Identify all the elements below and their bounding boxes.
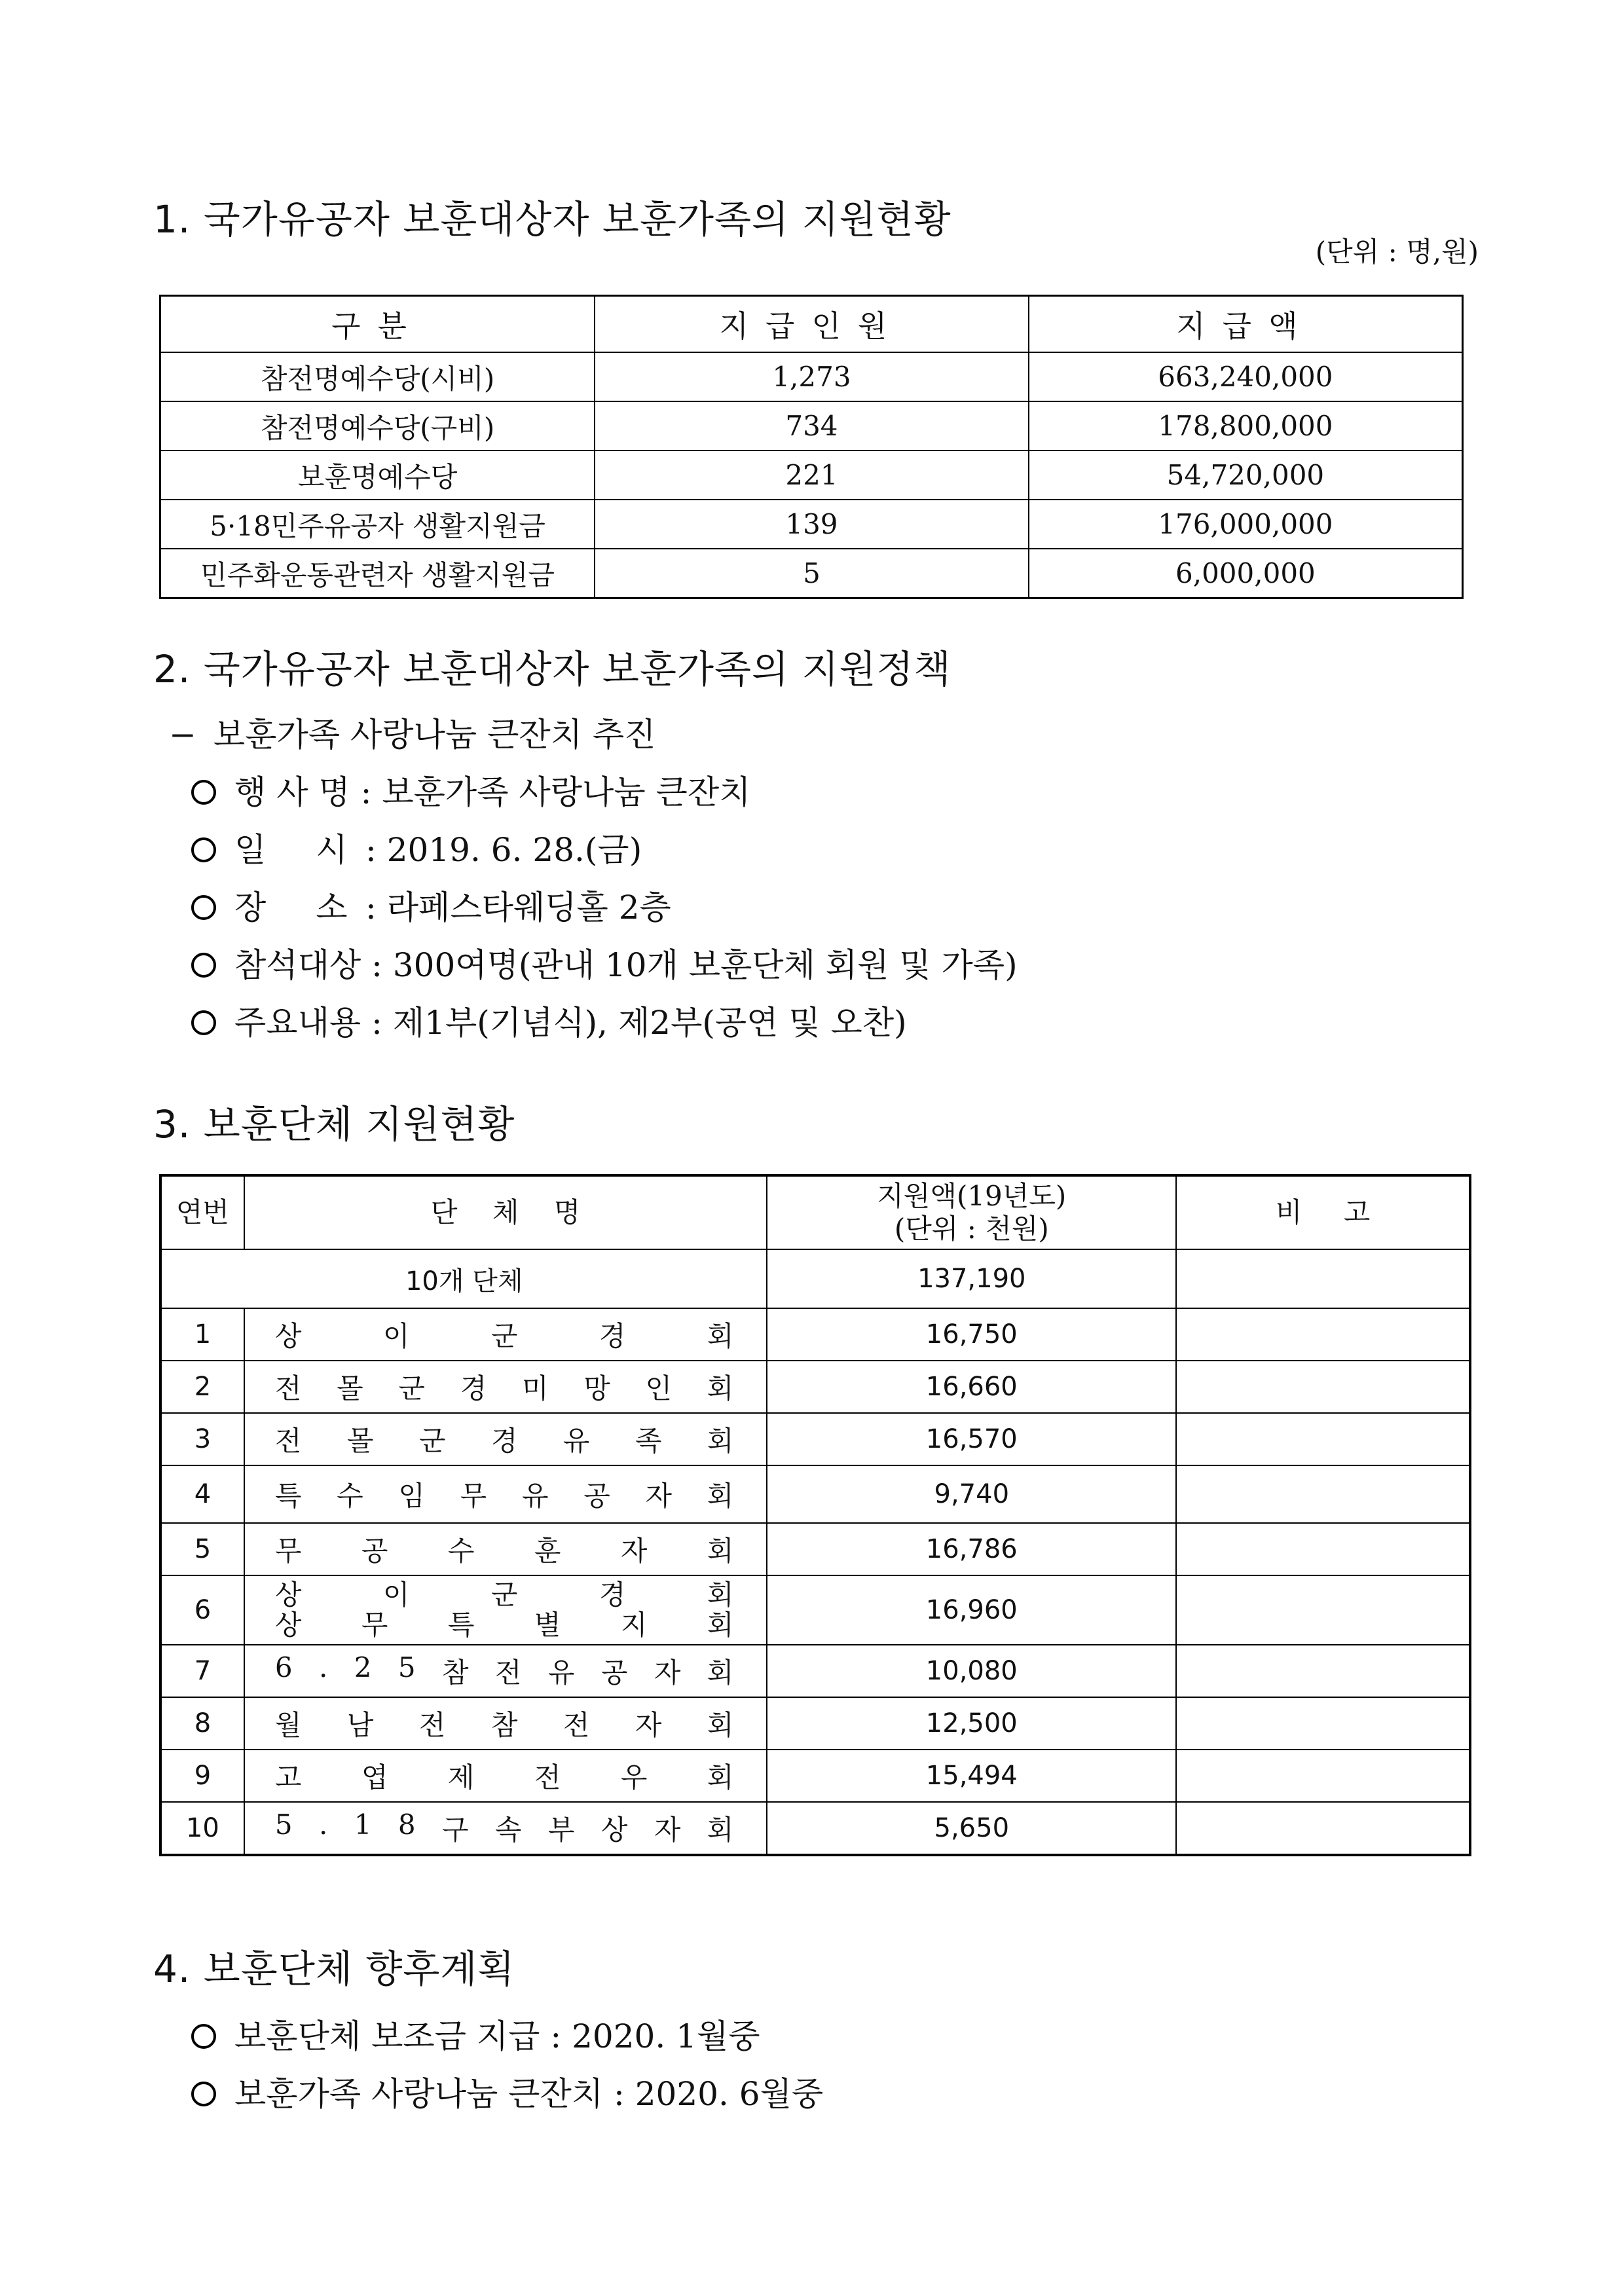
- row-people: 221: [595, 450, 1029, 500]
- row-no: 7: [160, 1645, 244, 1697]
- row-people: 1,273: [595, 352, 1029, 401]
- header-category: 구분: [160, 296, 595, 353]
- org-name-char: 군: [490, 1320, 518, 1352]
- org-name-char: 인: [645, 1372, 673, 1405]
- org-name-char: 제: [447, 1761, 475, 1793]
- row-amount: 9,740: [767, 1465, 1176, 1523]
- row-amount: 176,000,000: [1029, 500, 1463, 549]
- table-row: [160, 1802, 1470, 1855]
- policy-item: 장 소 : 라페스타웨딩홀 2층: [191, 881, 671, 928]
- org-name-char: 군: [418, 1425, 446, 1457]
- table-row: [160, 500, 1463, 549]
- circle-bullet-icon: [191, 953, 216, 978]
- row-no: 5: [160, 1523, 244, 1575]
- table-row: [160, 1465, 1470, 1523]
- row-name: [244, 1750, 767, 1802]
- org-name-char: 회: [707, 1320, 734, 1352]
- org-name-char: 우: [620, 1761, 648, 1793]
- org-name-char: 수: [337, 1480, 363, 1512]
- policy-value: 라페스타웨딩홀 2층: [386, 889, 671, 927]
- org-name-char: 군: [398, 1372, 425, 1405]
- org-name-char: 구: [441, 1814, 469, 1846]
- total-row: [160, 1249, 1470, 1308]
- header-no: 연번: [160, 1175, 244, 1249]
- row-category: 보훈명예수당: [160, 450, 595, 500]
- table-row: [160, 1361, 1470, 1413]
- row-no: 8: [160, 1697, 244, 1750]
- org-name-char: 공: [361, 1535, 388, 1567]
- org-name-char: 지: [620, 1609, 648, 1641]
- unit-note: (단위 : 명,원): [1315, 236, 1479, 268]
- org-name-char: 6: [274, 1651, 293, 1683]
- policy-value: 보훈가족 사랑나눔 큰잔치: [382, 773, 751, 811]
- org-name-char: 상: [274, 1320, 302, 1352]
- org-name-char: 별: [534, 1609, 561, 1641]
- org-name-char: 수: [447, 1535, 475, 1567]
- org-name-char: 엽: [361, 1761, 388, 1793]
- policy-label: 행 사 명: [234, 773, 350, 811]
- table-row: [160, 1413, 1470, 1465]
- table-row: [160, 1308, 1470, 1361]
- table-row: [160, 1575, 1470, 1645]
- table-row: [160, 1697, 1470, 1750]
- policy-item: 주요내용 : 제1부(기념식), 제2부(공연 및 오찬): [191, 997, 907, 1044]
- org-name-char: 부: [547, 1814, 575, 1846]
- org-name-char: 남: [346, 1709, 374, 1741]
- org-name-char: 무: [460, 1480, 487, 1512]
- org-name-char: 전: [418, 1709, 446, 1741]
- row-amount: 54,720,000: [1029, 450, 1463, 500]
- org-name: [275, 1651, 734, 1691]
- org-name-char: 이: [382, 1320, 410, 1352]
- policy-value: 300여명(관내 10개 보훈단체 회원 및 가족): [392, 946, 1018, 984]
- org-name: [275, 1580, 734, 1610]
- policy-label: 주요내용: [234, 1004, 361, 1042]
- row-amount: 663,240,000: [1029, 352, 1463, 401]
- header-people: 지급인원: [595, 296, 1029, 353]
- row-amount: 15,494: [767, 1750, 1176, 1802]
- org-name-char: 전: [494, 1657, 522, 1689]
- table-row: [160, 450, 1463, 500]
- row-note: [1176, 1523, 1470, 1575]
- row-note: [1176, 1465, 1470, 1523]
- org-name-char: 몰: [337, 1372, 363, 1405]
- row-amount: 5,650: [767, 1802, 1176, 1855]
- org-name-char: 참: [441, 1657, 469, 1689]
- row-name: [244, 1802, 767, 1855]
- row-people: 139: [595, 500, 1029, 549]
- org-name-char: 유: [521, 1480, 549, 1512]
- row-name: [244, 1697, 767, 1750]
- plan-text: 보훈단체 보조금 지급 : 2020. 1월중: [234, 2017, 760, 2055]
- org-name: [275, 1475, 734, 1514]
- org-name-char: 군: [490, 1579, 518, 1611]
- org-name: [275, 1420, 734, 1459]
- circle-bullet-icon: [191, 1010, 216, 1035]
- row-category: 5·18민주유공자 생활지원금: [160, 500, 595, 549]
- row-amount: 16,786: [767, 1523, 1176, 1575]
- org-name-char: 고: [274, 1761, 302, 1793]
- row-name: [244, 1308, 767, 1361]
- org-name-char: 망: [583, 1372, 610, 1405]
- row-category: 참전명예수당(시비): [160, 352, 595, 401]
- section-3-title: 3. 보훈단체 지원현황: [153, 1102, 515, 1147]
- table-row: [160, 1645, 1470, 1697]
- policy-subtitle-text: 보훈가족 사랑나눔 큰잔치 추진: [213, 716, 656, 754]
- policy-item: 행 사 명 : 보훈가족 사랑나눔 큰잔치: [191, 766, 750, 813]
- org-name: [275, 1704, 734, 1743]
- header-amount-line1: 지원액(19년도): [877, 1180, 1067, 1212]
- row-category: 참전명예수당(구비): [160, 401, 595, 450]
- org-name-char: 5: [274, 1808, 293, 1841]
- org-name-char: 5: [397, 1651, 416, 1683]
- plan-item: [191, 2068, 823, 2115]
- org-name: [275, 1315, 734, 1354]
- row-note: [1176, 1697, 1470, 1750]
- circle-bullet-icon: [191, 895, 216, 920]
- row-name: [244, 1523, 767, 1575]
- policy-value: 제1부(기념식), 제2부(공연 및 오찬): [392, 1004, 907, 1042]
- org-name-char: 공: [600, 1657, 628, 1689]
- org-name-char: 회: [707, 1709, 734, 1741]
- org-name-char: 족: [635, 1425, 662, 1457]
- table-row: [160, 1750, 1470, 1802]
- circle-bullet-icon: [191, 2082, 216, 2106]
- org-name-char: 자: [654, 1657, 681, 1689]
- org-name-char: 임: [398, 1480, 425, 1512]
- org-name-char: 유: [547, 1657, 575, 1689]
- row-name: [244, 1413, 767, 1465]
- org-name-char: 속: [494, 1814, 522, 1846]
- org-name-char: 경: [490, 1425, 518, 1457]
- org-name-char: 1: [354, 1808, 372, 1841]
- org-name-char: 상: [274, 1609, 302, 1641]
- row-note: [1176, 1413, 1470, 1465]
- row-amount: 12,500: [767, 1697, 1176, 1750]
- section-4-title: 4. 보훈단체 향후계획: [153, 1947, 515, 1991]
- org-name-char: 전: [534, 1761, 561, 1793]
- org-name-char: 훈: [534, 1535, 561, 1567]
- org-name-char: 전: [563, 1709, 590, 1741]
- org-name-char: 회: [707, 1579, 734, 1611]
- org-name-char: 경: [460, 1372, 487, 1405]
- row-no: 6: [160, 1575, 244, 1645]
- org-name-char: 공: [583, 1480, 610, 1512]
- org-name-char: 회: [707, 1761, 734, 1793]
- org-name-char: 자: [620, 1535, 648, 1567]
- row-people: 734: [595, 401, 1029, 450]
- header-amount: 지급액: [1029, 296, 1463, 353]
- row-no: 9: [160, 1750, 244, 1802]
- row-no: 4: [160, 1465, 244, 1523]
- row-people: 5: [595, 549, 1029, 598]
- org-name-char: 몰: [346, 1425, 374, 1457]
- row-note: [1176, 1645, 1470, 1697]
- section-2-title: 2. 국가유공자 보훈대상자 보훈가족의 지원정책: [153, 647, 951, 691]
- org-name-char: 특: [274, 1480, 302, 1512]
- row-name: [244, 1465, 767, 1523]
- org-name-char: 회: [707, 1814, 734, 1846]
- org-name: [275, 1367, 734, 1406]
- org-name-char: 미: [521, 1372, 549, 1405]
- org-name-line2: [275, 1610, 734, 1640]
- total-label: 10개 단체: [160, 1249, 767, 1308]
- policy-item: 참석대상 : 300여명(관내 10개 보훈단체 회원 및 가족): [191, 939, 1018, 986]
- org-name-char: 자: [635, 1709, 662, 1741]
- row-amount: 6,000,000: [1029, 549, 1463, 598]
- dash-bullet: −: [169, 716, 196, 754]
- circle-bullet-icon: [191, 780, 216, 805]
- row-note: [1176, 1308, 1470, 1361]
- org-name-char: 월: [274, 1709, 302, 1741]
- row-name: [244, 1645, 767, 1697]
- policy-label: 장 소: [234, 889, 348, 927]
- row-category: 민주화운동관련자 생활지원금: [160, 549, 595, 598]
- row-amount: 16,960: [767, 1575, 1176, 1645]
- org-name-char: 유: [563, 1425, 590, 1457]
- org-name-char: 이: [382, 1579, 410, 1611]
- row-amount: 16,570: [767, 1413, 1176, 1465]
- circle-bullet-icon: [191, 837, 216, 862]
- section-1-title: 1. 국가유공자 보훈대상자 보훈가족의 지원현황: [153, 197, 951, 242]
- org-name-char: 특: [447, 1609, 475, 1641]
- org-name-char: 경: [599, 1320, 626, 1352]
- header-name: 단 체 명: [244, 1175, 767, 1249]
- header-note: 비 고: [1176, 1175, 1470, 1249]
- org-name: [275, 1530, 734, 1569]
- header-amount: [767, 1175, 1176, 1249]
- org-name-char: .: [318, 1808, 328, 1841]
- row-name: [244, 1361, 767, 1413]
- org-name-char: 참: [490, 1709, 518, 1741]
- table-row: [160, 352, 1463, 401]
- row-note: [1176, 1361, 1470, 1413]
- plan-item: [191, 2010, 760, 2057]
- row-no: 1: [160, 1308, 244, 1361]
- table-row: [160, 1523, 1470, 1575]
- org-name-char: 회: [707, 1657, 734, 1689]
- total-note: [1176, 1249, 1470, 1308]
- org-name-char: 회: [707, 1609, 734, 1641]
- row-amount: 16,750: [767, 1308, 1176, 1361]
- org-name-char: 회: [707, 1372, 734, 1405]
- row-no: 3: [160, 1413, 244, 1465]
- row-no: 10: [160, 1802, 244, 1855]
- table-row: [160, 401, 1463, 450]
- table-header-row: [160, 296, 1463, 353]
- org-name-char: 무: [361, 1609, 388, 1641]
- org-name: [275, 1756, 734, 1795]
- org-name-char: 자: [654, 1814, 681, 1846]
- org-name-char: 경: [599, 1579, 626, 1611]
- plan-text: 보훈가족 사랑나눔 큰잔치 : 2020. 6월중: [234, 2075, 824, 2113]
- header-amount-line2: (단위 : 천원): [894, 1213, 1049, 1245]
- row-amount: 178,800,000: [1029, 401, 1463, 450]
- table-header-row: [160, 1175, 1470, 1249]
- circle-bullet-icon: [191, 2024, 216, 2049]
- policy-item: 일 시 : 2019. 6. 28.(금): [191, 824, 642, 871]
- row-note: [1176, 1802, 1470, 1855]
- row-amount: 10,080: [767, 1645, 1176, 1697]
- org-name-char: 전: [274, 1372, 302, 1405]
- organization-support-table: [159, 1174, 1471, 1856]
- org-name-char: .: [318, 1651, 328, 1683]
- org-name-char: 회: [707, 1480, 734, 1512]
- row-name: [244, 1575, 767, 1645]
- support-status-table: [159, 295, 1464, 599]
- policy-value: 2019. 6. 28.(금): [386, 831, 642, 869]
- org-name-char: 8: [397, 1808, 416, 1841]
- org-name-char: 2: [354, 1651, 372, 1683]
- table-row: [160, 549, 1463, 598]
- org-name-char: 회: [707, 1535, 734, 1567]
- org-name-char: 무: [274, 1535, 302, 1567]
- policy-label: 참석대상: [234, 946, 361, 984]
- row-note: [1176, 1575, 1470, 1645]
- policy-subtitle: [169, 708, 656, 756]
- org-name-char: 회: [707, 1425, 734, 1457]
- total-amount: 137,190: [767, 1249, 1176, 1308]
- policy-label: 일 시: [234, 831, 348, 869]
- row-no: 2: [160, 1361, 244, 1413]
- org-name-char: 상: [600, 1814, 628, 1846]
- org-name: [275, 1808, 734, 1848]
- org-name-char: 전: [274, 1425, 302, 1457]
- row-note: [1176, 1750, 1470, 1802]
- row-amount: 16,660: [767, 1361, 1176, 1413]
- org-name-char: 상: [274, 1579, 302, 1611]
- org-name-char: 자: [645, 1480, 673, 1512]
